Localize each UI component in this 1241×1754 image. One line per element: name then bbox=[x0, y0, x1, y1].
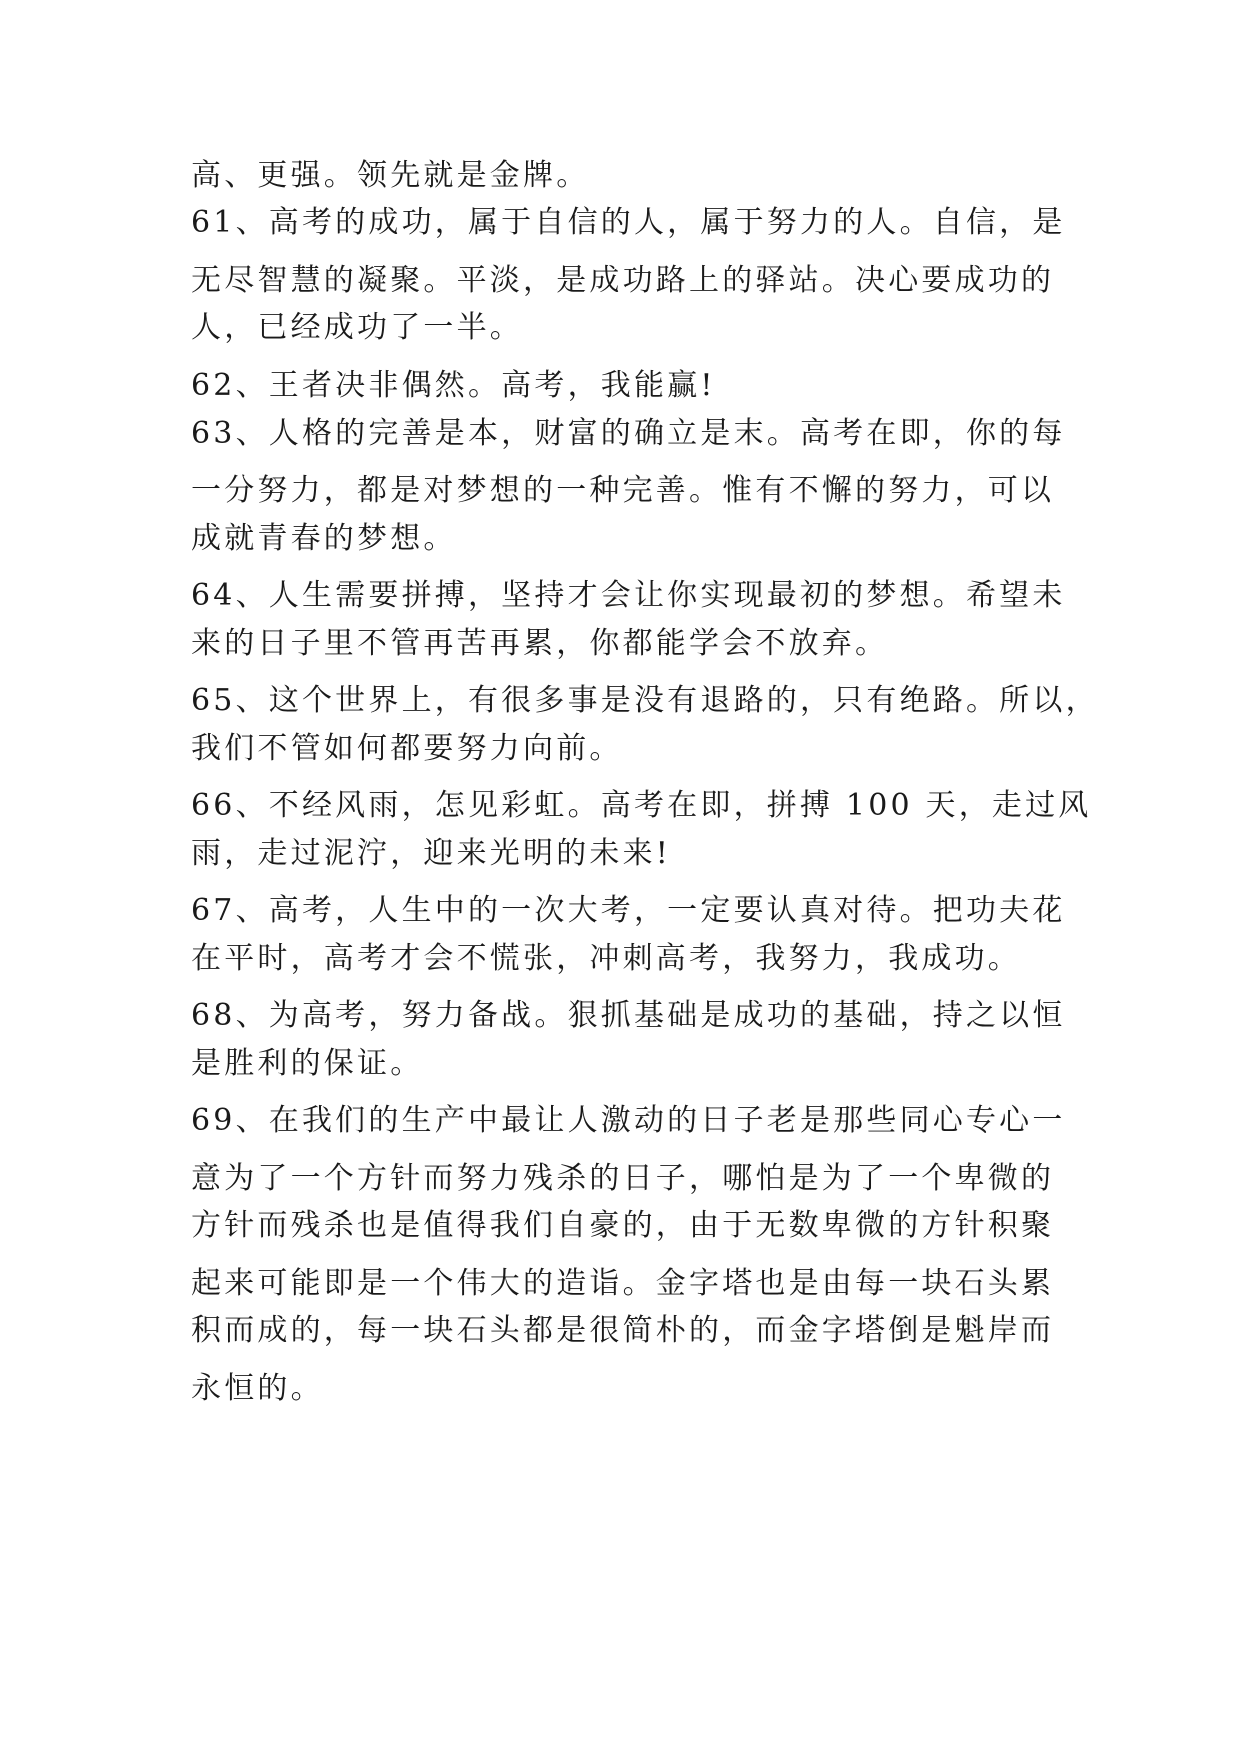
text-line: 永恒的。 bbox=[191, 1371, 324, 1406]
text-line: 成就青春的梦想。 bbox=[191, 521, 457, 556]
text-line: 来的日子里不管再苦再累，你都能学会不放弃。 bbox=[191, 626, 889, 661]
text-line: 一分努力，都是对梦想的一种完善。惟有不懈的努力，可以 bbox=[191, 473, 1055, 508]
text-line: 64、人生需要拼搏，坚持才会让你实现最初的梦想。希望未 bbox=[191, 578, 1066, 613]
text-line: 高、更强。领先就是金牌。 bbox=[191, 158, 590, 193]
text-line: 人，已经成功了一半。 bbox=[191, 310, 523, 345]
text-line: 65、这个世界上，有很多事是没有退路的，只有绝路。所以， bbox=[191, 683, 1099, 718]
text-line: 无尽智慧的凝聚。平淡，是成功路上的驿站。决心要成功的 bbox=[191, 263, 1055, 298]
text-line: 雨，走过泥泞，迎来光明的未来! bbox=[191, 836, 672, 871]
text-line: 在平时，高考才会不慌张，冲刺高考，我努力，我成功。 bbox=[191, 941, 1021, 976]
text-line: 积而成的，每一块石头都是很简朴的，而金字塔倒是魁岸而 bbox=[191, 1313, 1055, 1348]
text-line: 69、在我们的生产中最让人激动的日子老是那些同心专心一 bbox=[191, 1103, 1066, 1138]
text-line: 方针而残杀也是值得我们自豪的，由于无数卑微的方针积聚 bbox=[191, 1208, 1055, 1243]
text-line: 63、人格的完善是本，财富的确立是末。高考在即，你的每 bbox=[191, 416, 1066, 451]
text-line: 67、高考，人生中的一次大考，一定要认真对待。把功夫花 bbox=[191, 893, 1066, 928]
text-line: 61、高考的成功，属于自信的人，属于努力的人。自信，是 bbox=[191, 205, 1066, 240]
text-line: 起来可能即是一个伟大的造诣。金字塔也是由每一块石头累 bbox=[191, 1266, 1055, 1301]
text-line: 是胜利的保证。 bbox=[191, 1046, 424, 1081]
text-line: 我们不管如何都要努力向前。 bbox=[191, 731, 623, 766]
text-line: 66、不经风雨，怎见彩虹。高考在即，拼搏 100 天，走过风 bbox=[191, 788, 1092, 823]
text-line: 68、为高考，努力备战。狠抓基础是成功的基础，持之以恒 bbox=[191, 998, 1066, 1033]
text-line: 62、王者决非偶然。高考，我能赢! bbox=[191, 368, 716, 403]
text-line: 意为了一个方针而努力残杀的日子，哪怕是为了一个卑微的 bbox=[191, 1161, 1055, 1196]
